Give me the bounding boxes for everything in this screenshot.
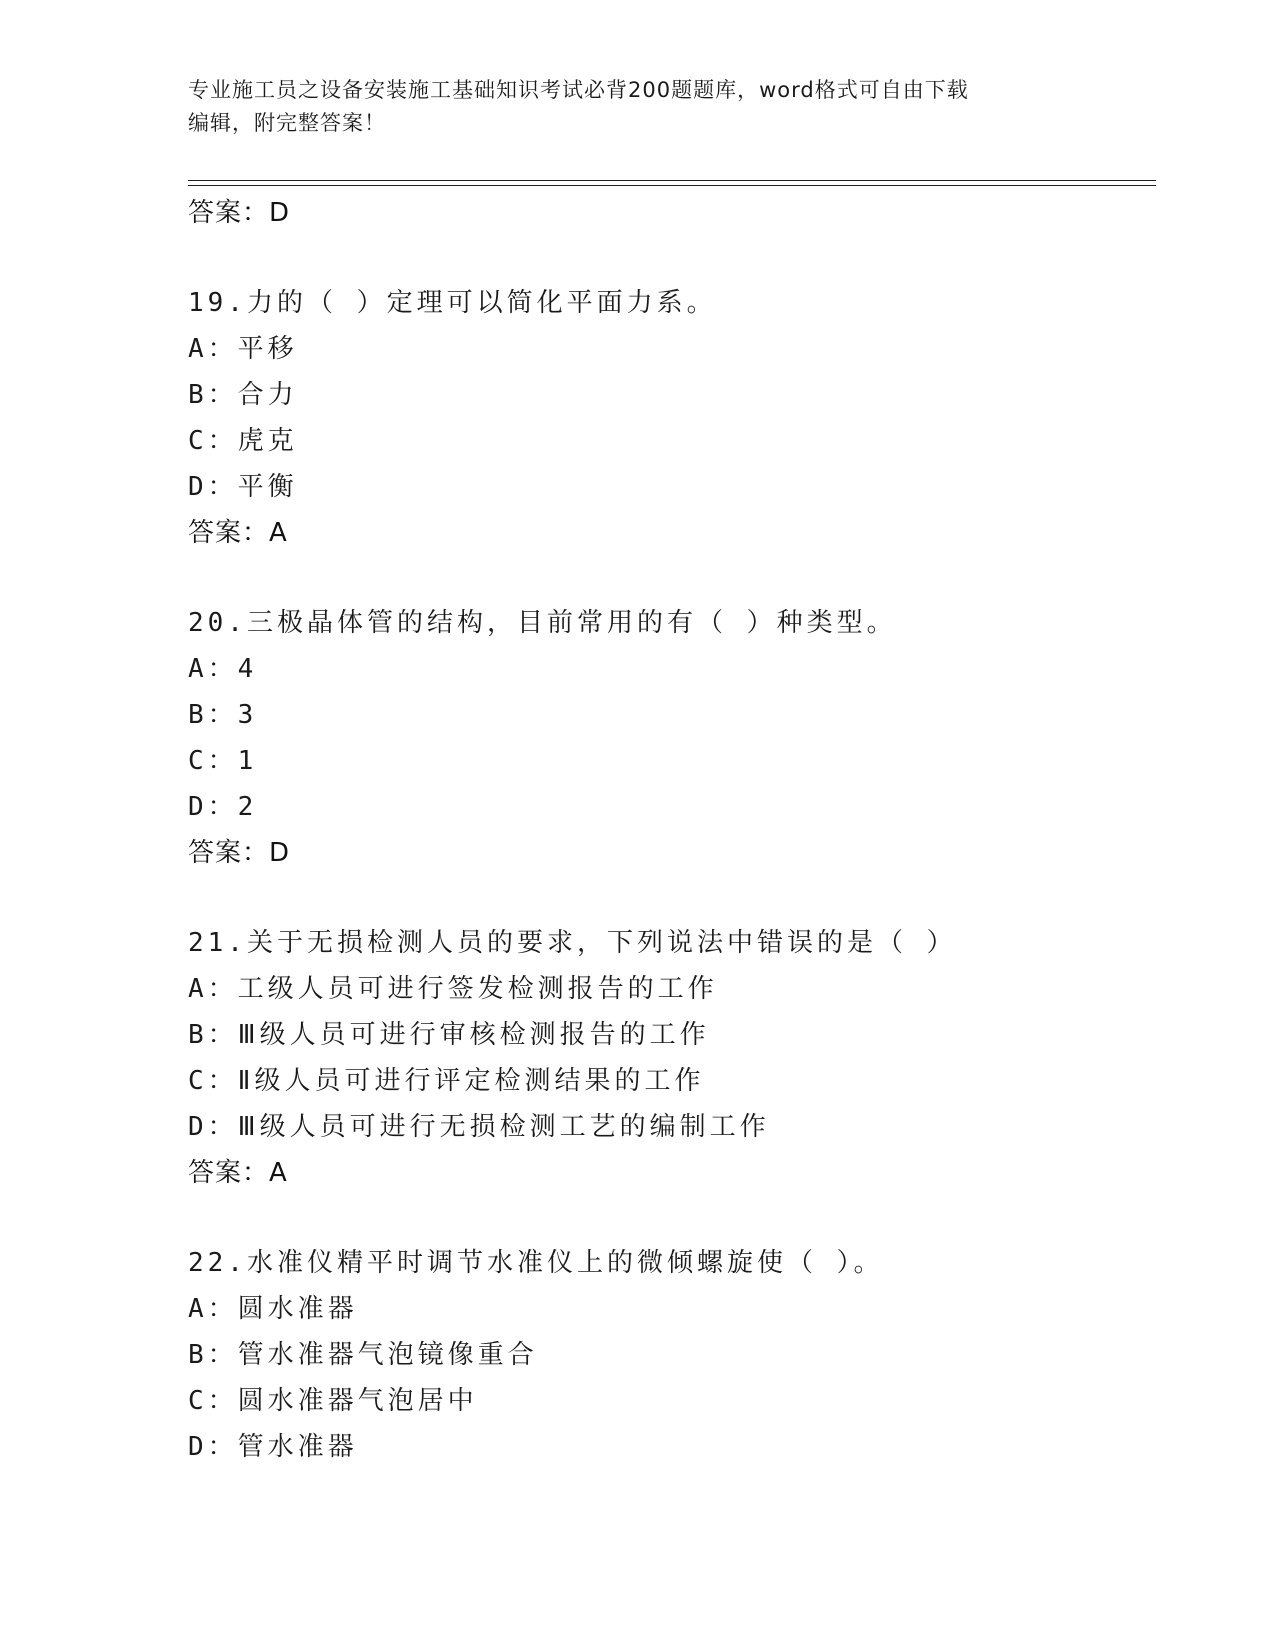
option-a: A：工级人员可进行签发检测报告的工作 [188,974,718,1004]
option-a: A：4 [188,654,258,684]
question-20 [188,600,1148,876]
question-stem: 21.关于无损检测人员的要求，下列说法中错误的是（ ） [188,928,957,958]
option-b: B：合力 [188,380,298,410]
option-a: A：圆水准器 [188,1294,358,1324]
spacer [188,236,1148,280]
spacer [188,1196,1148,1240]
option-b: B：Ⅲ级人员可进行审核检测报告的工作 [188,1020,710,1050]
spacer [188,556,1148,600]
option-d: D：管水准器 [188,1432,358,1462]
question-22 [188,1240,1148,1470]
question-19 [188,280,1148,556]
header-rule-top [188,180,1156,181]
question-list [188,190,1148,1470]
question-21 [188,920,1148,1196]
document-header [188,74,1068,140]
question-stem: 20.三极晶体管的结构，目前常用的有（ ）种类型。 [188,608,897,638]
question-answer: 答案：D [188,838,291,868]
header-line-2: 编辑，附完整答案！ [188,111,386,135]
question-answer: 答案：A [188,1158,288,1188]
question-stem: 19.力的（ ）定理可以简化平面力系。 [188,288,717,318]
spacer [188,876,1148,920]
option-b: B：管水准器气泡镜像重合 [188,1340,538,1370]
question-stem: 22.水准仪精平时调节水准仪上的微倾螺旋使（ ）。 [188,1248,884,1278]
option-c: C：1 [188,746,258,776]
header-rule-bottom [188,185,1156,186]
option-a: A：平移 [188,334,298,364]
option-c: C：圆水准器气泡居中 [188,1386,478,1416]
question-answer: 答案：A [188,518,288,548]
option-d: D：2 [188,792,258,822]
option-d: D：Ⅲ级人员可进行无损检测工艺的编制工作 [188,1112,770,1142]
option-d: D：平衡 [188,472,298,502]
option-c: C：虎克 [188,426,298,456]
header-line-1: 专业施工员之设备安装施工基础知识考试必背200题题库，word格式可自由下载 [188,78,969,102]
option-c: C：Ⅱ级人员可进行评定检测结果的工作 [188,1066,705,1096]
option-b: B：3 [188,700,258,730]
previous-answer: 答案：D [188,198,291,228]
